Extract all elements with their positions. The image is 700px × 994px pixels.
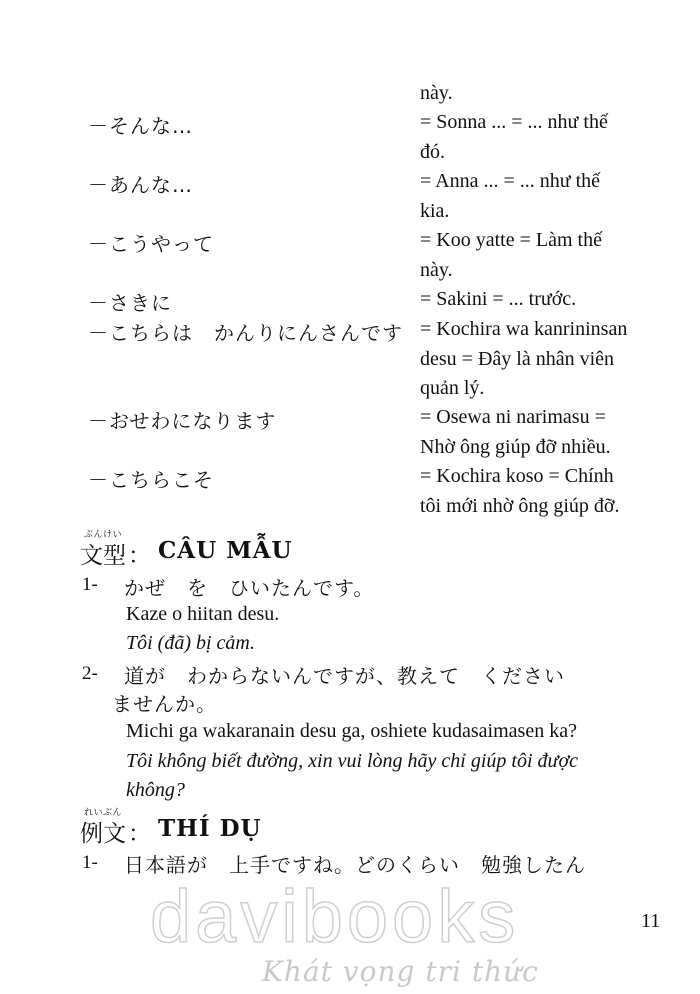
vocab-vi: = Sonna ... = ... như thế [420,111,608,133]
vocab-vi: này. [420,259,453,281]
example-number: 1- [82,574,98,595]
example-number: 1- [82,852,98,873]
vocab-jp: －こちらこそ [88,468,214,492]
vocab-jp: －さきに [88,291,172,315]
heading-colon: ： [128,821,151,847]
heading-jp: 文型 [80,543,126,569]
example-translation: không? [126,779,185,801]
example-romaji: Michi ga wakaranain desu ga, oshiete kudasaimasen ka? [126,720,577,742]
heading-colon: ： [128,543,151,569]
vocab-vi: quản lý. [420,377,485,399]
vocab-jp: －こちらは かんりにんさんです [88,321,403,345]
example-translation: Tôi (đã) bị cảm. [126,632,255,654]
vocab-vi: desu = Đây là nhân viên [420,348,615,370]
heading-furigana: れいぶん [84,808,123,818]
vocab-jp: －あんな… [88,173,193,197]
vocab-vi: = Koo yatte = Làm thế [420,229,602,251]
example-jp: 道が わからないんですが、教えて ください [124,664,565,688]
vocab-vi: kia. [420,200,450,222]
vocab-vi: = Kochira koso = Chính [420,465,614,487]
vocab-top-continuation: này. [420,82,453,104]
watermark-slogan: Khát vọng tri thức [262,955,539,988]
vocab-jp: －そんな… [88,114,193,138]
example-jp: 日本語が 上手ですね。どのくらい 勉強したん [124,853,586,877]
vocab-vi: đó. [420,141,445,163]
vocab-vi: = Anna ... = ... như thế [420,170,601,192]
vocab-vi: = Osewa ni narimasu = [420,406,606,428]
example-jp: かぜ を ひいたんです。 [124,576,375,600]
vocab-vi: = Kochira wa kanrininsan [420,318,628,340]
vocab-vi: Nhờ ông giúp đỡ nhiều. [420,436,611,458]
example-romaji: Kaze o hiitan desu. [126,603,280,625]
example-jp: ませんか。 [112,692,217,716]
watermark-logo: davibooks [150,875,520,958]
example-number: 2- [82,663,98,684]
heading-jp: 例文 [80,821,126,847]
vocab-jp: －こうやって [88,232,214,256]
heading-vi: THÍ DỤ [158,815,262,842]
vocab-jp: －おせわになります [88,409,277,433]
vocab-vi: tôi mới nhờ ông giúp đỡ. [420,495,620,517]
page-number: 11 [641,910,661,932]
heading-vi: CÂU MẪU [158,537,293,564]
example-translation: Tôi không biết đường, xin vui lòng hãy chỉ giúp tôi được [126,750,578,772]
heading-furigana: ぶんけい [84,530,123,540]
vocab-vi: = Sakini = ... trước. [420,288,577,310]
